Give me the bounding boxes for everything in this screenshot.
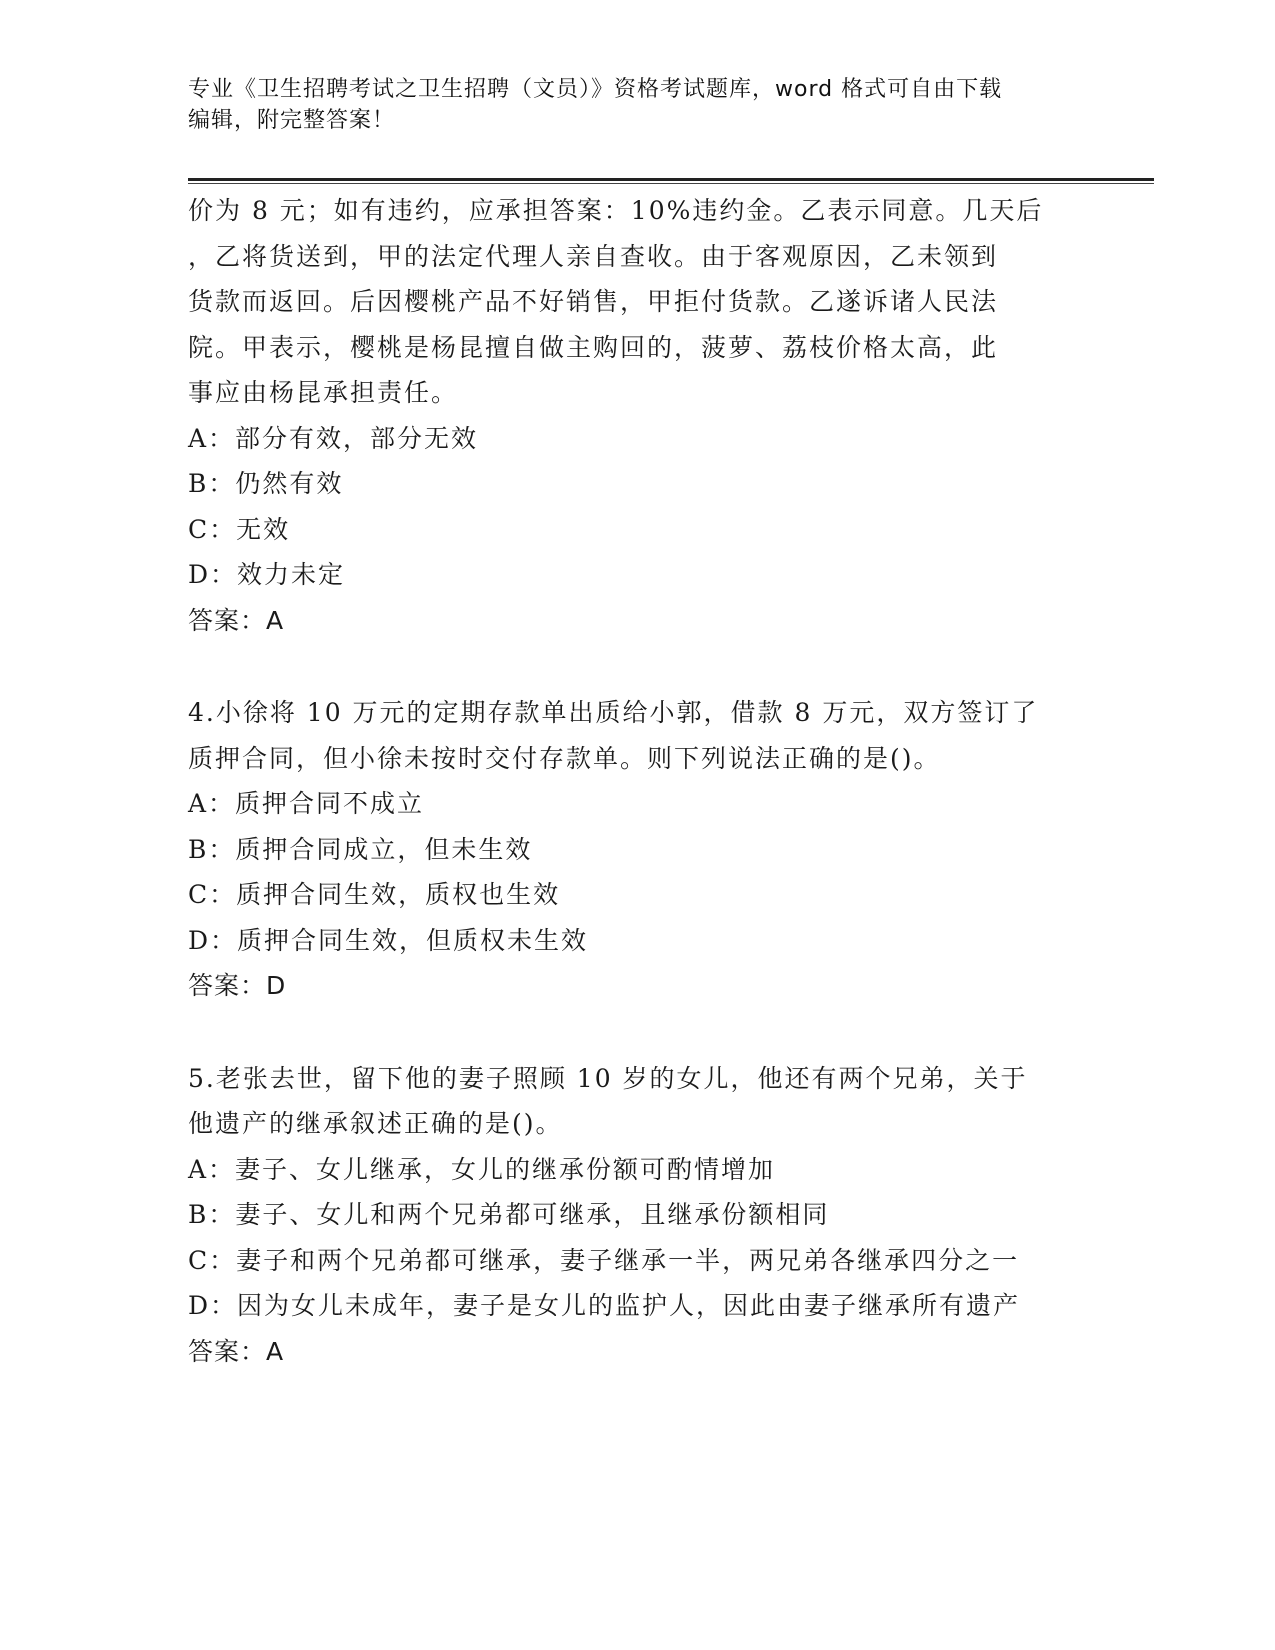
question-text-line: 事应由杨昆承担责任。 (188, 378, 459, 407)
document-body (188, 188, 1088, 1374)
header-divider-thick (188, 178, 1154, 181)
header-line-1: 专业《卫生招聘考试之卫生招聘（文员）》资格考试题库，word 格式可自由下载 (188, 77, 1003, 102)
option-c: C：质押合同生效，质权也生效 (188, 880, 561, 909)
option-b: B：妻子、女儿和两个兄弟都可继承，且继承份额相同 (188, 1200, 830, 1229)
option-c: C：无效 (188, 514, 291, 544)
option-c: C：妻子和两个兄弟都可继承，妻子继承一半，两兄弟各继承四分之一 (188, 1245, 1020, 1275)
option-d: D：效力未定 (188, 560, 346, 589)
document-header (188, 74, 1088, 136)
question-5 (188, 1056, 1088, 1375)
option-b: B：仍然有效 (188, 469, 344, 498)
question-spacer (188, 643, 1088, 690)
answer-label: 答案：A (188, 605, 285, 635)
question-4 (188, 690, 1088, 1009)
answer-label: 答案：D (188, 971, 287, 1000)
option-d: D：质押合同生效，但质权未生效 (188, 925, 589, 955)
question-spacer (188, 1009, 1088, 1056)
option-a: A：妻子、女儿继承，女儿的继承份额可酌情增加 (188, 1154, 776, 1184)
option-a: A：部分有效，部分无效 (188, 423, 479, 453)
question-text-line: 货款而返回。后因樱桃产品不好销售，甲拒付货款。乙遂诉诸人民法 (188, 287, 999, 316)
question-text-line: 4.小徐将 10 万元的定期存款单出质给小郭，借款 8 万元，双方签订了 (188, 698, 1039, 727)
question-text-line: 5.老张去世，留下他的妻子照顾 10 岁的女儿，他还有两个兄弟，关于 (188, 1063, 1028, 1093)
question-text-line: 价为 8 元；如有违约，应承担答案：10%违约金。乙表示同意。几天后 (188, 196, 1044, 225)
question-text-line: ，乙将货送到，甲的法定代理人亲自查收。由于客观原因，乙未领到 (188, 241, 999, 271)
question-text-line: 他遗产的继承叙述正确的是()。 (188, 1109, 563, 1138)
question-text-line: 院。甲表示，樱桃是杨昆擅自做主购回的，菠萝、荔枝价格太高，此 (188, 332, 999, 362)
option-b: B：质押合同成立，但未生效 (188, 834, 533, 864)
question-3-continued (188, 188, 1088, 643)
question-text-line: 质押合同，但小徐未按时交付存款单。则下列说法正确的是()。 (188, 743, 941, 773)
header-divider-thin (188, 183, 1154, 184)
header-line-2: 编辑，附完整答案！ (188, 108, 396, 133)
answer-label: 答案：A (188, 1336, 285, 1366)
option-d: D：因为女儿未成年，妻子是女儿的监护人，因此由妻子继承所有遗产 (188, 1291, 1021, 1320)
option-a: A：质押合同不成立 (188, 789, 425, 818)
